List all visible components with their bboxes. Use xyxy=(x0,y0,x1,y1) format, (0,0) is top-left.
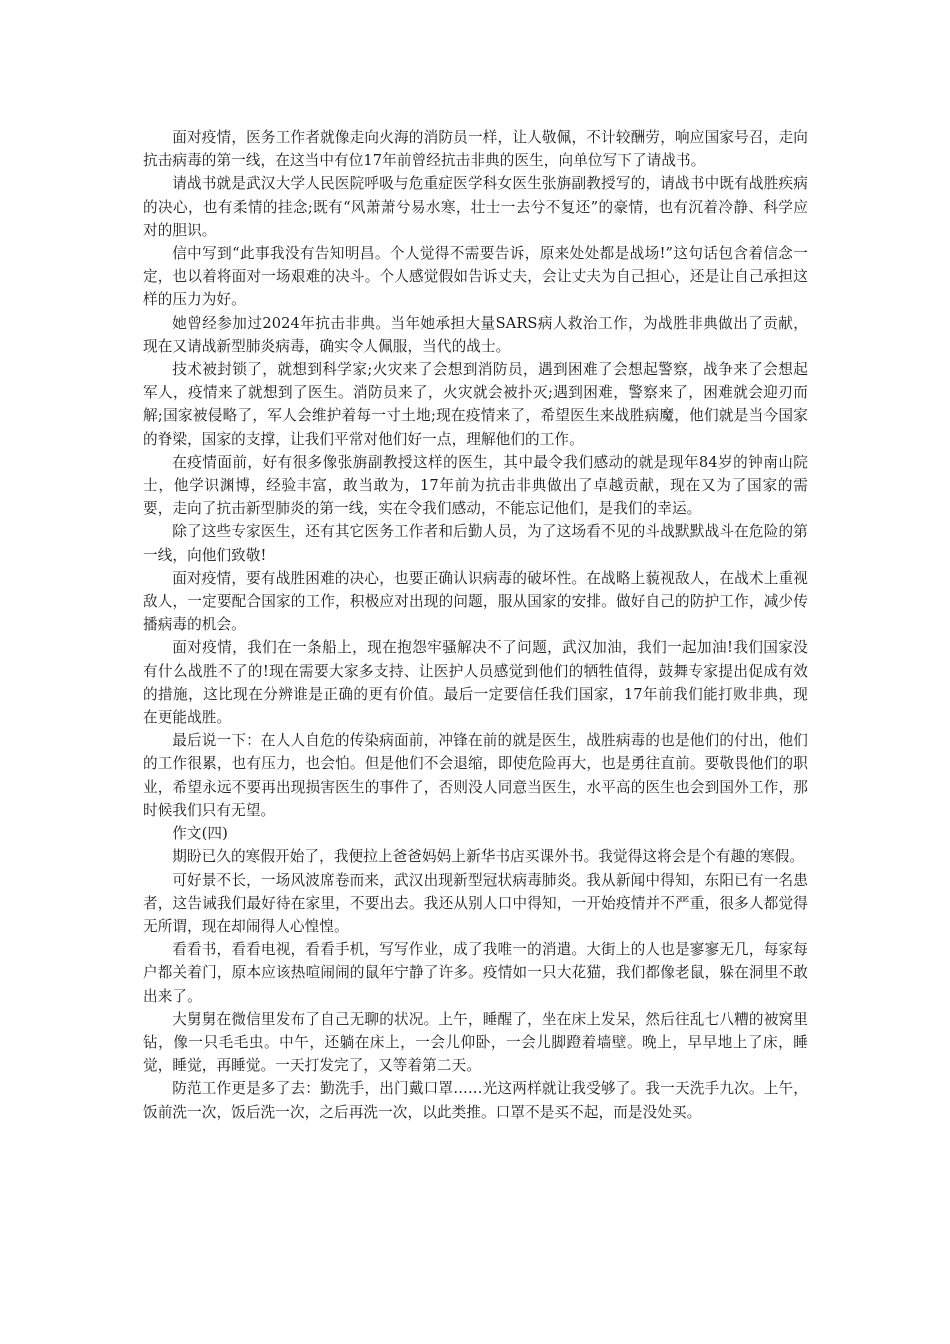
paragraph: 期盼已久的寒假开始了，我便拉上爸爸妈妈上新华书店买课外书。我觉得这将会是个有趣的寒假。 xyxy=(172,848,805,866)
paragraph: 在疫情面前，好有很多像张旃副教授这样的医生，其中最令我们感动的就是现年84岁的钟南山院士，他学识渊博，经验丰富，敢当敢为，17年前为抗击非典做出了卓越贡献，现在又为了国家的需要，走向了抗击新型肺炎的第一线，实在令我们感动，不能忘记他们，是我们的幸运。 xyxy=(143,453,808,518)
paragraph: 请战书就是武汉大学人民医院呼吸与危重症医学科女医生张旃副教授写的，请战书中既有战胜疾病的决心，也有柔情的挂念;既有“风萧萧兮易水寒，壮士一去兮不复还”的豪情，也有沉着冷静、科学应对的胆识。 xyxy=(143,175,808,239)
paragraph: 看看书，看看电视，看看手机，写写作业，成了我唯一的消遣。大街上的人也是寥寥无几，每家每户都关着门，原本应该热喧闹闹的鼠年宁静了许多。疫情如一只大花猫，我们都像老鼠，躲在洞里不敢出来了。 xyxy=(143,941,808,1005)
document-body xyxy=(143,126,808,1124)
paragraph: 面对疫情，我们在一条船上，现在抱怨牢骚解决不了问题，武汉加油，我们一起加油!我们国家没有什么战胜不了的!现在需要大家多支持、让医护人员感觉到他们的牺牲值得，鼓舞专家提出促成有效的措施，这比现在分辨谁是正确的更有价值。最后一定要信任我们国家，17年前我们能打败非典，现在更能战胜。 xyxy=(143,639,808,727)
paragraph: 信中写到“此事我没有告知明昌。个人觉得不需要告诉，原来处处都是战场!”这句话包含着信念一定，也以着将面对一场艰难的决斗。个人感觉假如告诉丈夫，会让丈夫为自己担心，还是让自己承担这样的压力为好。 xyxy=(143,245,808,309)
paragraph: 除了这些专家医生，还有其它医务工作者和后勤人员，为了这场看不见的斗战默默战斗在危险的第一线，向他们致敬! xyxy=(143,523,808,564)
paragraph: 大舅舅在微信里发布了自己无聊的状况。上午，睡醒了，坐在床上发呆，然后往乱七八糟的被窝里钻，像一只毛毛虫。中午，还躺在床上，一会儿仰卧，一会儿脚蹬着墙壁。晚上，早早地上了床，睡觉，睡觉，再睡觉。一天打发完了，又等着第二天。 xyxy=(143,1010,808,1075)
section-heading: 作文(四) xyxy=(172,825,228,843)
paragraph: 她曾经参加过2024年抗击非典。当年她承担大量SARS病人救治工作，为战胜非典做出了贡献，现在又请战新型肺炎病毒，确实令人佩服，当代的战士。 xyxy=(143,314,808,355)
paragraph: 技术被封锁了，就想到科学家;火灾来了会想到消防员，遇到困难了会想起警察，战争来了会想起军人，疫情来了就想到了医生。消防员来了，火灾就会被扑灭;遇到困难，警察来了，困难就会迎刃而解;国家被侵略了，军人会维护着每一寸土地;现在疫情来了，希望医生来战胜病魔，他们就是当今国家的脊梁，国家的支撑，让我们平常对他们好一点，理解他们的工作。 xyxy=(143,361,808,448)
paragraph: 防范工作更是多了去：勤洗手，出门戴口罩……光这两样就让我受够了。我一天洗手九次。上午，饭前洗一次，饭后洗一次，之后再洗一次，以此类推。口罩不是买不起，而是没处买。 xyxy=(143,1080,808,1121)
paragraph: 面对疫情，要有战胜困难的决心，也要正确认识病毒的破坏性。在战略上藐视敌人，在战术上重视敌人，一定要配合国家的工作，积极应对出现的问题，服从国家的安排。做好自己的防护工作，减少传播病毒的机会。 xyxy=(143,569,808,634)
paragraph: 面对疫情，医务工作者就像走向火海的消防员一样，让人敬佩，不计较酬劳，响应国家号召，走向抗击病毒的第一线，在这当中有位17年前曾经抗击非典的医生，向单位写下了请战书。 xyxy=(143,129,808,170)
paragraph: 可好景不长，一场风波席卷而来，武汉出现新型冠状病毒肺炎。我从新闻中得知，东阳已有一名患者，这告诫我们最好待在家里，不要出去。我还从别人口中得知，一开始疫情并不严重，很多人都觉得无所谓，现在却闹得人心惶惶。 xyxy=(143,871,808,935)
paragraph: 最后说一下：在人人自危的传染病面前，冲锋在前的就是医生，战胜病毒的也是他们的付出，他们的工作很累，也有压力，也会怕。但是他们不会退缩，即使危险再大，也是勇往直前。要敬畏他们的职业，希望永远不要再出现损害医生的事件了，否则没人同意当医生，水平高的医生也会到国外工作，那时候我们只有无望。 xyxy=(143,732,808,819)
